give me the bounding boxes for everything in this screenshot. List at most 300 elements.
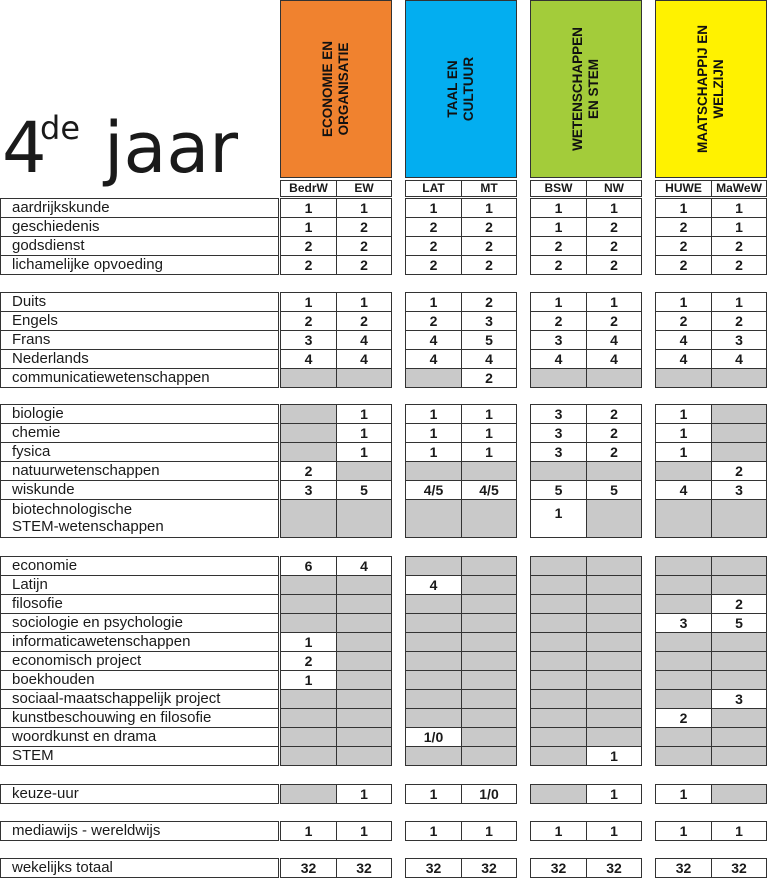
hours-cell	[336, 556, 392, 576]
hours-cell	[461, 689, 517, 709]
hours-cell	[280, 689, 337, 709]
hours-value: 1	[485, 200, 493, 216]
hours-value: 1	[304, 823, 313, 839]
hours-value: 4	[360, 351, 368, 367]
hours-cell	[655, 255, 712, 275]
hours-cell	[711, 311, 767, 331]
hours-value: 1	[429, 406, 438, 422]
hours-value: 2	[679, 219, 688, 235]
hours-value: 2	[304, 257, 313, 273]
hours-value: 1	[554, 200, 563, 216]
subject-label-line: informaticawetenschappen	[12, 633, 191, 650]
subject-label	[0, 461, 279, 481]
hours-cell	[405, 784, 462, 804]
hours-cell	[586, 784, 642, 804]
hours-cell	[586, 821, 642, 841]
subject-label	[0, 404, 279, 424]
subject-label	[0, 311, 279, 331]
hours-cell	[336, 442, 392, 462]
subject-label	[0, 651, 279, 671]
hours-cell	[655, 651, 712, 671]
hours-cell	[461, 217, 517, 237]
subject-label-line: fysica	[12, 443, 51, 460]
hours-cell	[711, 746, 767, 766]
hours-cell	[530, 255, 587, 275]
group-title-line: WETENSCHAPPEN	[570, 27, 585, 151]
hours-cell	[655, 784, 712, 804]
hours-value: 5	[485, 332, 493, 348]
subject-label-line: Duits	[12, 293, 47, 310]
hours-cell	[280, 292, 337, 312]
hours-cell	[280, 613, 337, 633]
hours-cell	[530, 727, 587, 747]
hours-cell	[711, 784, 767, 804]
hours-cell	[461, 255, 517, 275]
hours-value: 1	[360, 406, 368, 422]
hours-cell	[711, 368, 767, 388]
hours-cell	[530, 784, 587, 804]
hours-cell	[586, 594, 642, 614]
hours-value: 1/0	[423, 729, 444, 745]
hours-cell	[530, 442, 587, 462]
hours-cell	[711, 689, 767, 709]
hours-cell	[711, 821, 767, 841]
hours-cell	[336, 651, 392, 671]
subject-label-line: wekelijks totaal	[12, 859, 113, 876]
group-maatschappij-header	[655, 0, 767, 178]
hours-value: 4	[679, 482, 688, 498]
hours-value: 1	[429, 200, 438, 216]
hours-cell	[655, 594, 712, 614]
group-title-line: EN STEM	[586, 59, 601, 120]
hours-cell	[711, 292, 767, 312]
hours-value: 5	[360, 482, 368, 498]
hours-cell	[586, 670, 642, 690]
hours-cell	[461, 708, 517, 728]
hours-value: 2	[679, 313, 688, 329]
hours-value: 4	[679, 332, 688, 348]
hours-cell	[586, 255, 642, 275]
hours-cell	[280, 217, 337, 237]
subject-label-line: chemie	[12, 424, 61, 441]
hours-value: 1	[610, 823, 618, 839]
hours-cell	[461, 442, 517, 462]
hours-cell	[336, 255, 392, 275]
hours-cell	[461, 613, 517, 633]
hours-cell	[336, 746, 392, 766]
hours-cell	[711, 575, 767, 595]
subject-label-line: sociaal-maatschappelijk project	[12, 690, 221, 707]
hours-cell	[405, 292, 462, 312]
hours-value: 2	[429, 219, 438, 235]
subject-label-line: economisch project	[12, 652, 142, 669]
subject-label	[0, 858, 279, 878]
hours-value: 3	[735, 332, 743, 348]
hours-value: 32	[300, 860, 317, 876]
hours-cell	[280, 632, 337, 652]
hours-cell	[336, 461, 392, 481]
hours-cell	[586, 368, 642, 388]
hours-value: 32	[606, 860, 622, 876]
subject-label	[0, 236, 279, 256]
hours-value: 1	[485, 406, 493, 422]
subject-label-line: geschiedenis	[12, 218, 100, 235]
hours-value: 1	[679, 444, 688, 460]
hours-cell	[461, 858, 517, 878]
subject-label	[0, 556, 279, 576]
subject-label	[0, 575, 279, 595]
hours-cell	[280, 480, 337, 500]
hours-value: 32	[481, 860, 497, 876]
subject-label-line: Nederlands	[12, 350, 89, 367]
hours-cell	[405, 746, 462, 766]
hours-value: 1	[554, 294, 563, 310]
hours-cell	[280, 784, 337, 804]
hours-cell	[711, 404, 767, 424]
hours-cell	[711, 632, 767, 652]
subject-label	[0, 255, 279, 275]
hours-cell	[336, 670, 392, 690]
hours-cell	[405, 217, 462, 237]
subject-label-line: STEM-wetenschappen	[12, 518, 164, 535]
hours-cell	[586, 236, 642, 256]
hours-value: 2	[610, 444, 618, 460]
hours-value: 2	[429, 257, 438, 273]
hours-value: 4	[429, 577, 438, 593]
subject-label	[0, 708, 279, 728]
hours-value: 2	[304, 463, 313, 479]
hours-cell	[655, 480, 712, 500]
hours-cell	[405, 689, 462, 709]
hours-cell	[530, 330, 587, 350]
hours-value: 3	[735, 482, 743, 498]
hours-cell	[336, 404, 392, 424]
hours-cell	[586, 442, 642, 462]
subject-label-line: aardrijkskunde	[12, 199, 110, 216]
hours-cell	[655, 198, 712, 218]
hours-value: 1	[679, 294, 688, 310]
subject-label	[0, 368, 279, 388]
hours-value: 2	[610, 406, 618, 422]
hours-cell	[280, 349, 337, 369]
hours-value: 1	[610, 294, 618, 310]
group-title-line: ORGANISATIE	[336, 42, 351, 136]
column-code: MT	[461, 180, 517, 197]
hours-cell	[336, 821, 392, 841]
hours-value: 3	[554, 332, 563, 348]
group-taal-header	[405, 0, 517, 178]
hours-cell	[336, 368, 392, 388]
hours-cell	[586, 556, 642, 576]
hours-cell	[461, 292, 517, 312]
subject-label	[0, 349, 279, 369]
column-code: BSW	[530, 180, 587, 197]
hours-cell	[711, 236, 767, 256]
hours-cell	[336, 727, 392, 747]
hours-cell	[405, 311, 462, 331]
hours-value: 2	[360, 257, 368, 273]
hours-cell	[655, 821, 712, 841]
hours-cell	[586, 499, 642, 538]
hours-cell	[711, 461, 767, 481]
subject-label	[0, 423, 279, 443]
subject-label	[0, 746, 279, 766]
hours-value: 2	[304, 238, 313, 254]
hours-cell	[336, 349, 392, 369]
hours-value: 2	[360, 238, 368, 254]
hours-cell	[655, 368, 712, 388]
title-number: 4	[2, 107, 47, 189]
hours-cell	[336, 632, 392, 652]
hours-cell	[280, 727, 337, 747]
subject-label-line: STEM	[12, 747, 54, 764]
hours-value: 1	[360, 294, 368, 310]
hours-cell	[711, 423, 767, 443]
hours-cell	[586, 349, 642, 369]
hours-value: 4	[429, 351, 438, 367]
hours-cell	[711, 480, 767, 500]
subject-label-line: mediawijs - wereldwijs	[12, 822, 161, 839]
hours-value: 2	[304, 653, 313, 669]
hours-cell	[530, 423, 587, 443]
subject-label	[0, 198, 279, 218]
hours-cell	[530, 670, 587, 690]
hours-value: 2	[610, 219, 618, 235]
hours-cell	[405, 670, 462, 690]
subject-label-line: lichamelijke opvoeding	[12, 256, 163, 273]
hours-value: 2	[735, 596, 743, 612]
hours-cell	[280, 423, 337, 443]
hours-cell	[461, 821, 517, 841]
hours-value: 4	[735, 351, 743, 367]
hours-value: 1	[485, 444, 493, 460]
hours-cell	[655, 689, 712, 709]
hours-cell	[711, 651, 767, 671]
hours-cell	[530, 311, 587, 331]
subject-label-line: godsdienst	[12, 237, 85, 254]
hours-cell	[461, 575, 517, 595]
hours-value: 2	[554, 313, 563, 329]
hours-cell	[336, 217, 392, 237]
group-title-line: ECONOMIE EN	[320, 41, 335, 138]
hours-cell	[336, 594, 392, 614]
hours-cell	[461, 423, 517, 443]
subject-label	[0, 330, 279, 350]
hours-value: 2	[485, 257, 493, 273]
group-title	[570, 4, 602, 174]
hours-value: 2	[485, 238, 493, 254]
hours-value: 32	[550, 860, 567, 876]
hours-value: 1	[735, 823, 743, 839]
subject-label	[0, 821, 279, 841]
hours-value: 1	[360, 425, 368, 441]
hours-cell	[336, 613, 392, 633]
hours-value: 4	[360, 558, 368, 574]
hours-value: 2	[554, 238, 563, 254]
hours-cell	[336, 198, 392, 218]
hours-value: 5	[554, 482, 563, 498]
hours-cell	[280, 236, 337, 256]
hours-cell	[530, 404, 587, 424]
hours-cell	[655, 423, 712, 443]
hours-value: 4	[360, 332, 368, 348]
subject-label	[0, 594, 279, 614]
hours-cell	[280, 708, 337, 728]
hours-cell	[586, 746, 642, 766]
hours-value: 2	[304, 313, 313, 329]
hours-cell	[336, 575, 392, 595]
page-title	[0, 108, 278, 198]
group-title	[695, 4, 727, 174]
hours-cell	[336, 311, 392, 331]
hours-value: 1/0	[479, 786, 499, 802]
hours-cell	[405, 858, 462, 878]
hours-cell	[405, 499, 462, 538]
hours-cell	[655, 632, 712, 652]
subject-label-line: Latijn	[12, 576, 48, 593]
hours-cell	[405, 575, 462, 595]
subject-label	[0, 442, 279, 462]
subject-label-line: sociologie en psychologie	[12, 614, 183, 631]
subject-label-line: economie	[12, 557, 78, 574]
subject-label-line: kunstbeschouwing en filosofie	[12, 709, 212, 726]
hours-cell	[586, 708, 642, 728]
hours-cell	[336, 330, 392, 350]
subject-label	[0, 217, 279, 237]
hours-cell	[280, 198, 337, 218]
title-word: jaar	[104, 107, 239, 189]
hours-cell	[405, 480, 462, 500]
hours-cell	[530, 499, 587, 538]
hours-cell	[655, 708, 712, 728]
hours-value: 5	[610, 482, 618, 498]
hours-cell	[586, 575, 642, 595]
hours-value: 3	[554, 425, 563, 441]
hours-value: 1	[554, 505, 563, 521]
hours-value: 2	[485, 294, 493, 310]
hours-cell	[655, 404, 712, 424]
column-code: MaWeW	[711, 180, 767, 197]
hours-cell	[530, 689, 587, 709]
group-title-line: WELZIJN	[711, 59, 726, 119]
hours-cell	[461, 198, 517, 218]
hours-cell	[530, 236, 587, 256]
hours-value: 4	[304, 351, 313, 367]
hours-cell	[711, 330, 767, 350]
hours-value: 32	[731, 860, 747, 876]
hours-cell	[336, 236, 392, 256]
hours-cell	[461, 404, 517, 424]
hours-cell	[461, 670, 517, 690]
hours-cell	[280, 311, 337, 331]
subject-label-line: woordkunst en drama	[12, 728, 157, 745]
hours-value: 1	[304, 672, 313, 688]
hours-value: 2	[610, 313, 618, 329]
hours-cell	[655, 746, 712, 766]
hours-value: 2	[485, 370, 493, 386]
hours-cell	[405, 330, 462, 350]
hours-cell	[405, 349, 462, 369]
subject-label-line: Frans	[12, 331, 51, 348]
hours-cell	[405, 236, 462, 256]
subject-label	[0, 670, 279, 690]
hours-cell	[530, 746, 587, 766]
hours-value: 3	[679, 615, 688, 631]
hours-value: 4	[610, 332, 618, 348]
hours-cell	[280, 499, 337, 538]
hours-value: 2	[554, 257, 563, 273]
hours-cell	[405, 461, 462, 481]
group-title	[445, 4, 477, 174]
hours-cell	[280, 442, 337, 462]
hours-cell	[405, 368, 462, 388]
hours-value: 3	[304, 332, 313, 348]
hours-cell	[711, 198, 767, 218]
hours-cell	[586, 858, 642, 878]
hours-cell	[655, 575, 712, 595]
hours-cell	[655, 670, 712, 690]
hours-cell	[530, 708, 587, 728]
hours-cell	[461, 461, 517, 481]
hours-cell	[711, 255, 767, 275]
hours-cell	[655, 858, 712, 878]
hours-cell	[586, 330, 642, 350]
hours-cell	[405, 651, 462, 671]
hours-value: 2	[485, 219, 493, 235]
hours-value: 4	[485, 351, 493, 367]
hours-value: 1	[679, 406, 688, 422]
hours-cell	[280, 330, 337, 350]
hours-cell	[655, 311, 712, 331]
hours-cell	[405, 727, 462, 747]
hours-cell	[530, 480, 587, 500]
hours-cell	[655, 613, 712, 633]
hours-cell	[530, 461, 587, 481]
hours-cell	[405, 632, 462, 652]
hours-cell	[711, 613, 767, 633]
hours-value: 4/5	[479, 482, 499, 498]
hours-value: 1	[679, 200, 688, 216]
hours-cell	[461, 594, 517, 614]
hours-cell	[461, 632, 517, 652]
hours-cell	[336, 480, 392, 500]
hours-value: 32	[356, 860, 372, 876]
hours-value: 1	[735, 294, 743, 310]
subject-label	[0, 292, 279, 312]
hours-cell	[280, 368, 337, 388]
hours-value: 3	[304, 482, 313, 498]
hours-cell	[530, 594, 587, 614]
hours-cell	[586, 651, 642, 671]
hours-cell	[530, 632, 587, 652]
hours-cell	[530, 556, 587, 576]
hours-value: 1	[360, 823, 368, 839]
group-title-line: MAATSCHAPPIJ EN	[695, 25, 710, 154]
hours-cell	[405, 255, 462, 275]
hours-value: 4	[554, 351, 563, 367]
group-economie-header	[280, 0, 392, 178]
hours-cell	[280, 404, 337, 424]
hours-cell	[586, 198, 642, 218]
hours-value: 1	[610, 786, 618, 802]
hours-value: 1	[304, 634, 313, 650]
hours-value: 1	[429, 294, 438, 310]
hours-cell	[405, 423, 462, 443]
title-superscript: de	[40, 109, 80, 147]
hours-cell	[655, 499, 712, 538]
hours-cell	[530, 651, 587, 671]
hours-cell	[586, 404, 642, 424]
